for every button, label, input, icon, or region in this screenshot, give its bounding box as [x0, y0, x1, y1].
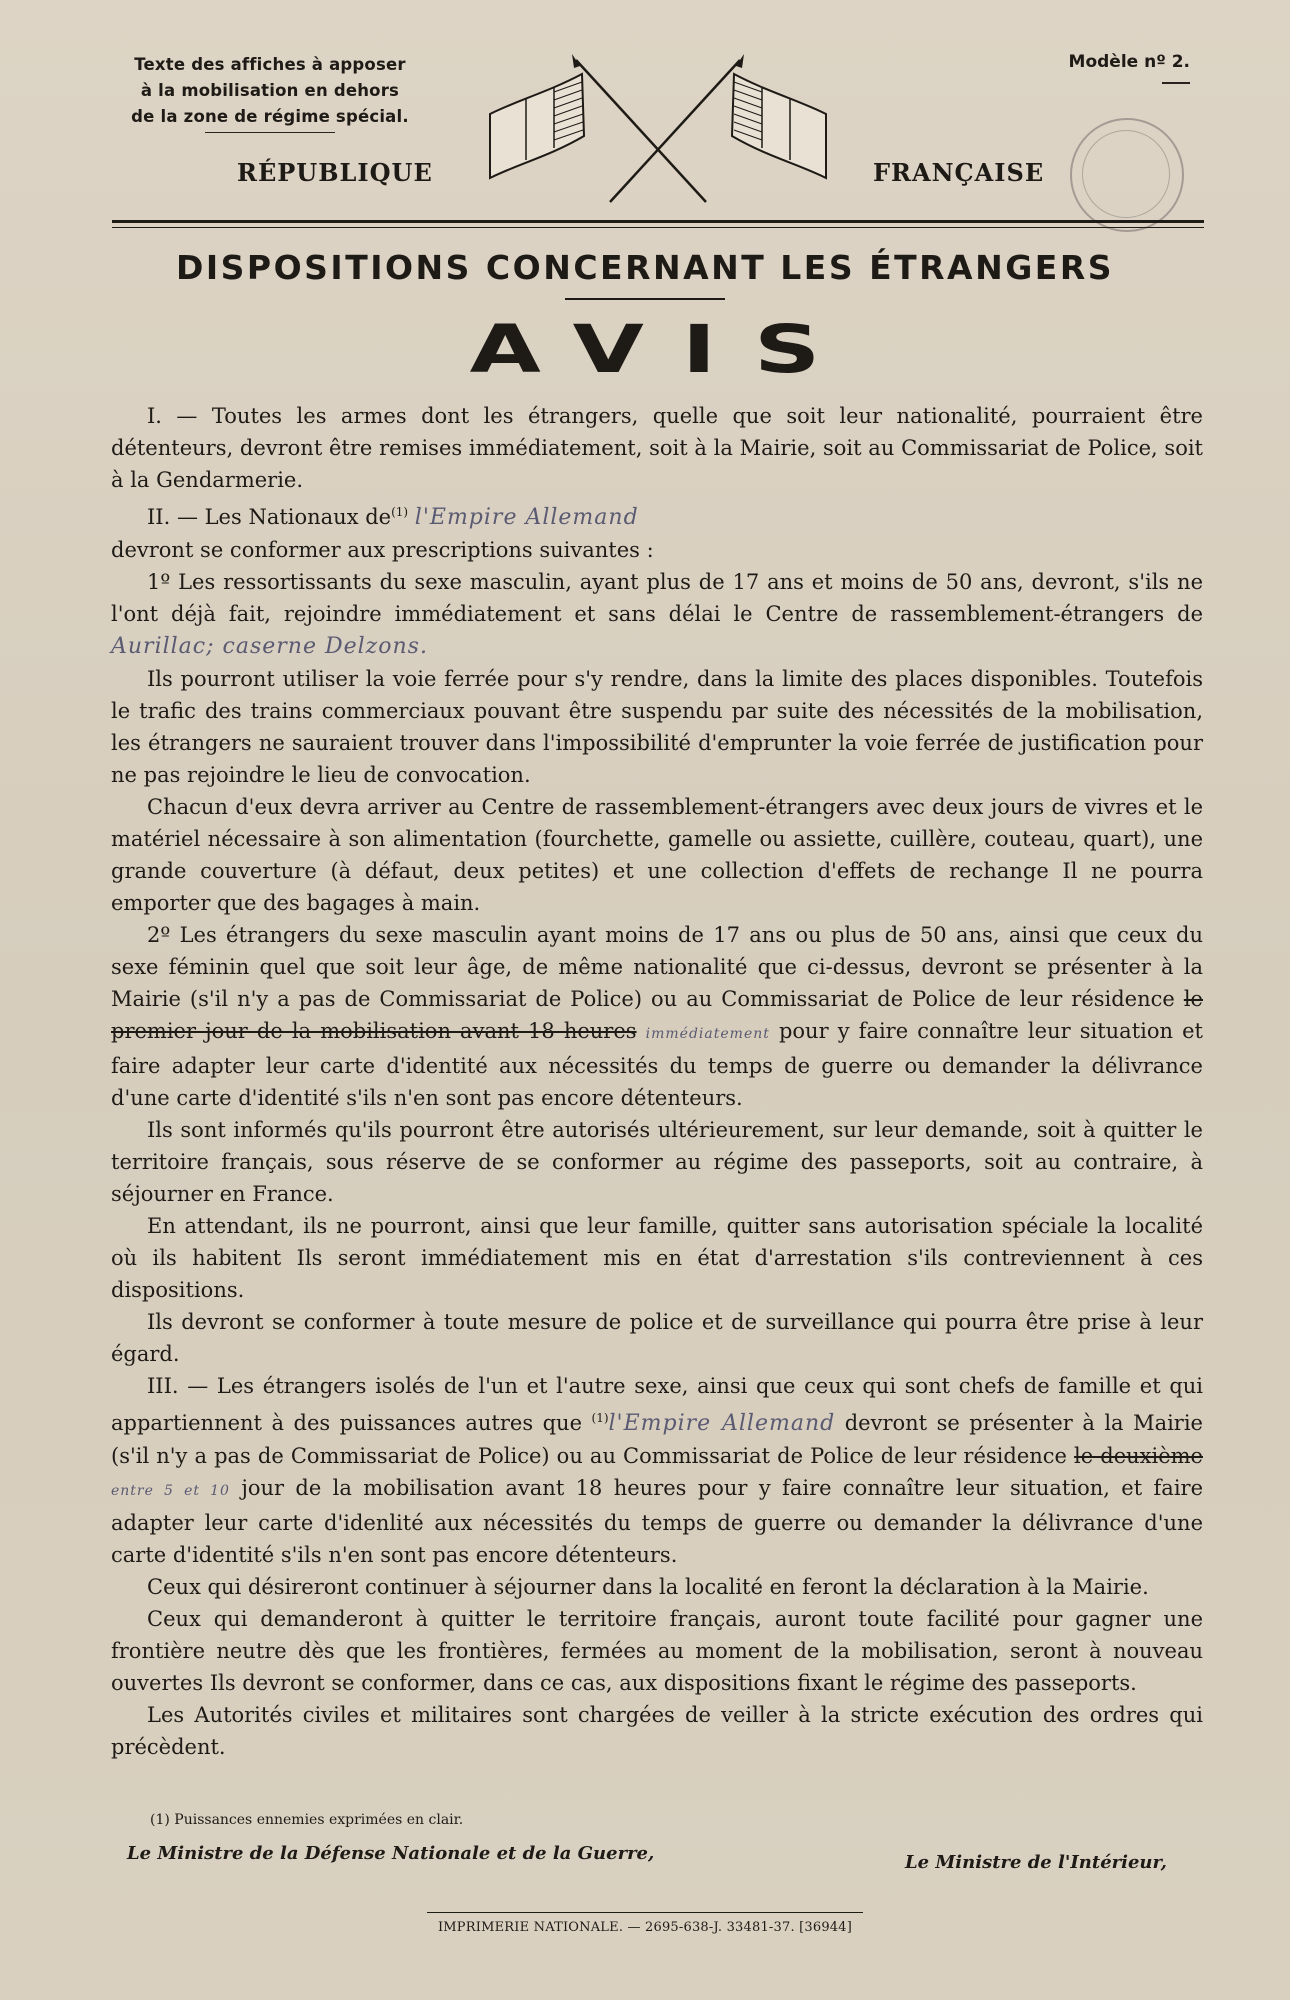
model-rule — [1162, 82, 1190, 84]
signature-defense-minister: Le Ministre de la Défense Nationale et de la Guerre, — [127, 1843, 655, 1864]
poster-title: DISPOSITIONS CONCERNANT LES ÉTRANGERS — [175, 248, 1115, 287]
section-3-text-mid: devront se présenter à la Mairie (s'il n'y a pas de Commissariat de Police) ou au Commissariat de Police de leur résidence — [111, 1411, 1203, 1468]
paragraph-7: Ils devront se conformer à toute mesure de police et de surveillance qui pourra être prise à leur égard. — [111, 1310, 1203, 1366]
poster-body — [111, 400, 1203, 1763]
header-note — [130, 52, 410, 133]
paragraph-10: Les Autorités civiles et militaires sont chargées de veiller à la stricte exécution des ordres qui précèdent. — [111, 1703, 1203, 1759]
paragraph-1-text: 1º Les ressortissants du sexe masculin, ayant plus de 17 ans et moins de 50 ans, devront, s'ils ne l'ont déjà fait, rejoindre immédiatement et sans délai le Centre de rassemblement-étrangers de — [111, 570, 1203, 626]
struck-text: le premier jour de la mobilisation avant 18 heures — [111, 987, 1203, 1043]
archive-stamp — [1070, 118, 1184, 232]
model-number — [1069, 52, 1190, 84]
handwritten-nationality: l'Empire Allemand — [608, 1411, 836, 1436]
crossed-flags-icon — [488, 52, 828, 222]
republique-label: RÉPUBLIQUE — [237, 158, 433, 187]
paragraph-3: Chacun d'eux devra arriver au Centre de rassemblement-étrangers avec deux jours de vivres et le matériel nécessaire à son alimentation (fourchette, gamelle ou assiette, cuillère, couteau, quart), une grande couverture (à défaut, deux petites) et une collection d'effets de rechange Il ne pourra emporter que des bagages à main. — [111, 795, 1203, 915]
section-1: I. — Toutes les armes dont les étrangers, quelle que soit leur nationalité, pourraient être détenteurs, devront être remises immédiatement, soit à la Mairie, soit au Commissariat de Police, soit à la Gendarmerie. — [111, 404, 1203, 492]
paragraph-1 — [111, 566, 1203, 663]
imprint-rule — [427, 1912, 863, 1913]
paragraph-4-text: 2º Les étrangers du sexe masculin ayant moins de 17 ans ou plus de 50 ans, ainsi que ceux du sexe féminin quel que soit leur âge, de même nationalité que ci-dessus, devront se présenter à la Mairie (s'il n'y a pas de Commissariat de Police) ou au Commissariat de Police de leur résidence — [111, 923, 1203, 1011]
paragraph-6: En attendant, ils ne pourront, ainsi que leur famille, quitter sans autorisation spéciale la localité où ils habitent Ils seront immédiatement mis en état d'arrestation s'ils contreviennent à ces dispositions. — [111, 1214, 1203, 1302]
header-note-line: à la mobilisation en dehors — [140, 81, 400, 100]
section-3-text-end: jour de la mobilisation avant 18 heures pour y faire connaître leur situation, et faire adapter leur carte d'idenlité aux nécessités du temps de guerre ou demander la délivrance d'une carte d'identité s'ils n'en sont pas encore détenteurs. — [111, 1476, 1203, 1567]
signature-interior-minister: Le Ministre de l'Intérieur, — [905, 1852, 1167, 1873]
paragraph-2: Ils pourront utiliser la voie ferrée pour s'y rendre, dans la limite des places disponibles. Toutefois le trafic des trains commerciaux pouvant être suspendu par suite des nécessités de la mobilisation, les étrangers ne sauraient trouver dans l'impossibilité d'emprunter la voie ferrée de justification pour ne pas rejoindre le lieu de convocation. — [111, 667, 1203, 787]
section-3-text: III. — Les étrangers isolés de l'un et l'autre sexe, ainsi que ceux qui sont chefs de famille et qui appartiennent à des puissances autres que — [111, 1374, 1203, 1435]
paragraph-9: Ceux qui demanderont à quitter le territoire français, auront toute facilité pour gagner une frontière neutre dès que les frontières, fermées au moment de la mobilisation, seront à nouveau ouvertes Ils devront se conformer, dans ce cas, aux dispositions fixant le régime des passeports. — [111, 1607, 1203, 1695]
section-2-text: II. — Les Nationaux de — [147, 505, 392, 529]
francaise-label: FRANÇAISE — [873, 158, 1045, 187]
handwritten-nationality: l'Empire Allemand — [414, 505, 639, 530]
footnote-ref: (1) — [391, 505, 409, 519]
paragraph-4-text-end: pour y faire connaître leur situation et faire adapter leur carte d'identité aux nécessités du temps de guerre ou demander la délivrance d'une carte d'identité s'ils n'en sont pas encore détenteurs. — [111, 1019, 1203, 1110]
handwritten-correction: immédiatement — [645, 1026, 770, 1042]
header-rule-thin — [112, 227, 1204, 228]
header-note-line: de la zone de régime spécial. — [131, 107, 409, 126]
model-label: Modèle nº 2. — [1068, 52, 1190, 72]
section-2-intro — [111, 496, 1203, 534]
paragraph-8: Ceux qui désireront continuer à séjourner dans la localité en feront la déclaration à la Mairie. — [147, 1575, 1149, 1599]
section-2-continued: devront se conformer aux prescriptions suivantes : — [111, 538, 654, 562]
avis-heading: AVIS — [469, 310, 859, 388]
imprint-line: IMPRIMERIE NATIONALE. — 2695-638-J. 33481-37. [36944] — [437, 1920, 853, 1935]
title-rule — [565, 298, 725, 300]
handwritten-correction: entre 5 et 10 — [111, 1483, 230, 1499]
footnote-ref: (1) — [591, 1411, 609, 1425]
header-note-line: Texte des affiches à apposer — [134, 55, 406, 74]
paragraph-4 — [111, 919, 1203, 1114]
section-3 — [111, 1370, 1203, 1571]
footnote: (1) Puissances ennemies exprimées en clair. — [150, 1812, 464, 1828]
paragraph-5: Ils sont informés qu'ils pourront être autorisés ultérieurement, sur leur demande, soit à quitter le territoire français, sous réserve de se conformer au régime des passeports, soit au contraire, à séjourner en France. — [111, 1118, 1203, 1206]
header-rule-thick — [112, 220, 1204, 223]
struck-text: le deuxième — [1074, 1444, 1203, 1468]
handwritten-location: Aurillac; caserne Delzons. — [111, 634, 428, 659]
header-note-rule — [205, 132, 335, 133]
